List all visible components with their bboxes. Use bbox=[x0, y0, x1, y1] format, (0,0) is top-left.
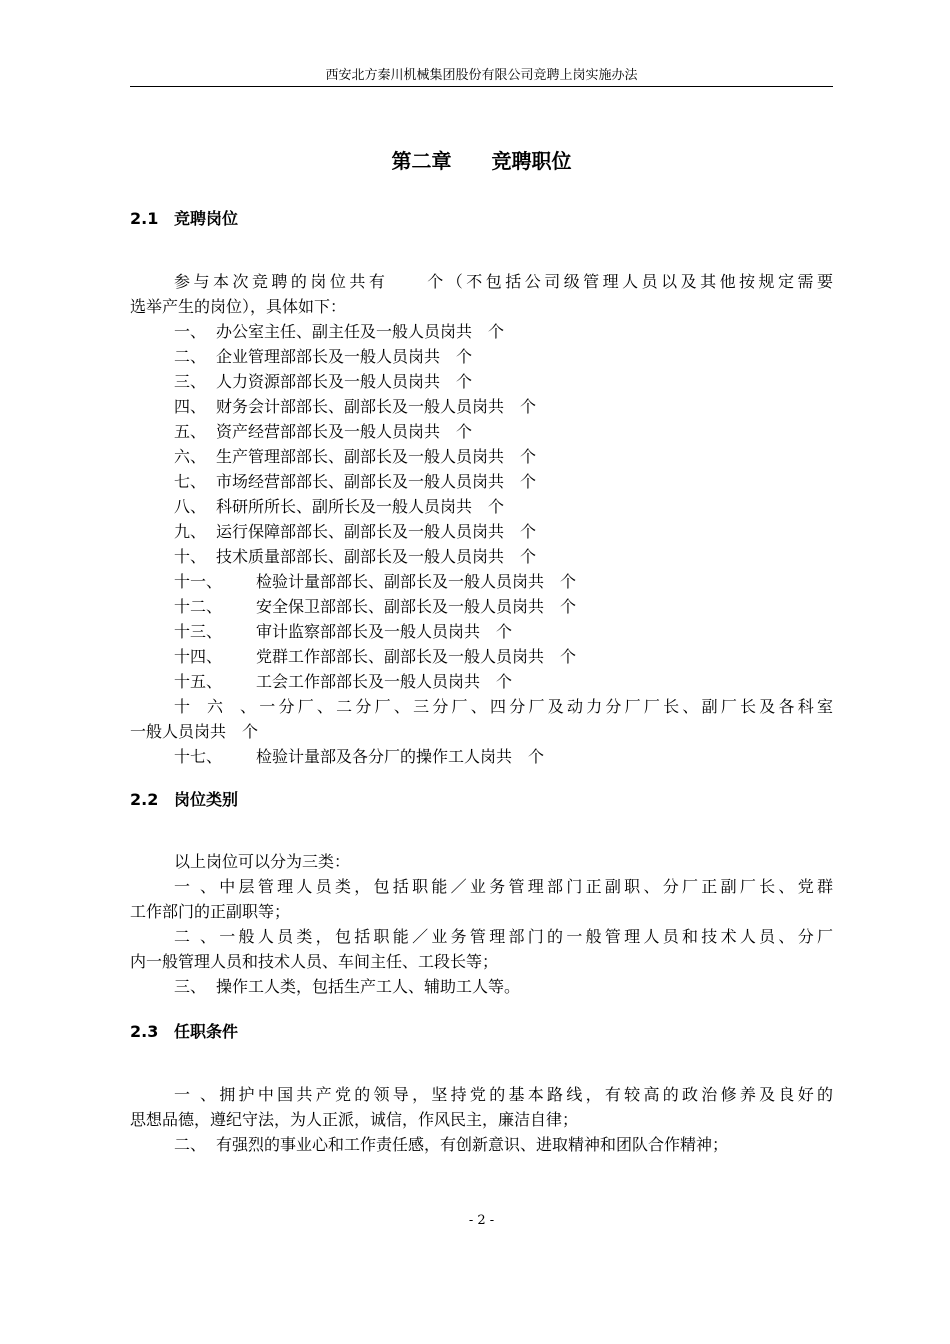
list-item: 六、 生产管理部部长、副部长及一般人员岗共 个 bbox=[174, 447, 537, 466]
list-item: 九、 运行保障部部长、副部长及一般人员岗共 个 bbox=[174, 522, 537, 541]
section-2-2-body bbox=[130, 849, 833, 999]
section-title: 任职条件 bbox=[174, 1022, 239, 1041]
header-rule bbox=[130, 86, 833, 87]
section-2-1-body bbox=[130, 269, 833, 769]
intro-line: 选举产生的岗位），具体如下： bbox=[130, 297, 347, 316]
list-item: 二、 企业管理部部长及一般人员岗共 个 bbox=[174, 347, 473, 366]
page-number: - 2 - bbox=[468, 1213, 495, 1228]
chapter-title bbox=[130, 146, 833, 176]
intro-line: 以上岗位可以分为三类： bbox=[174, 852, 351, 871]
section-number: 2.1 bbox=[130, 209, 159, 228]
list-item: 三、 人力资源部部长及一般人员岗共 个 bbox=[174, 372, 473, 391]
list-item: 三、 操作工人类，包括生产工人、辅助工人等。 bbox=[174, 977, 521, 996]
list-item: 一、中层管理人员类，包括职能／业务管理部门正副职、分厂正副厂长、党群 bbox=[174, 877, 833, 896]
list-item: 八、 科研所所长、副所长及一般人员岗共 个 bbox=[174, 497, 505, 516]
list-item: 十、 技术质量部部长、副部长及一般人员岗共 个 bbox=[174, 547, 537, 566]
list-item: 二、一般人员类，包括职能／业务管理部门的一般管理人员和技术人员、分厂 bbox=[174, 927, 833, 946]
list-item: 一、 办公室主任、副主任及一般人员岗共 个 bbox=[174, 322, 505, 341]
section-number: 2.2 bbox=[130, 790, 159, 809]
list-item: 十二、 安全保卫部部长、副部长及一般人员岗共 个 bbox=[174, 597, 577, 616]
list-item: 十六、一分厂、二分厂、三分厂、四分厂及动力分厂厂长、副厂长及各科室 bbox=[174, 697, 833, 716]
list-item: 十四、 党群工作部部长、副部长及一般人员岗共 个 bbox=[174, 647, 577, 666]
list-item-continuation: 一般人员岗共 个 bbox=[130, 722, 259, 741]
section-title: 竞聘岗位 bbox=[174, 209, 239, 228]
page-header: 西安北方秦川机械集团股份有限公司竞聘上岗实施办法 bbox=[325, 68, 638, 83]
list-item: 一、拥护中国共产党的领导，坚持党的基本路线，有较高的政治修养及良好的 bbox=[174, 1085, 833, 1104]
list-item: 十五、 工会工作部部长及一般人员岗共 个 bbox=[174, 672, 513, 691]
list-item-continuation: 内一般管理人员和技术人员、车间主任、工段长等； bbox=[130, 952, 499, 971]
chapter-number: 第二章 bbox=[391, 149, 452, 173]
list-item: 十一、 检验计量部部长、副部长及一般人员岗共 个 bbox=[174, 572, 577, 591]
list-item-continuation: 思想品德，遵纪守法，为人正派，诚信，作风民主，廉洁自律； bbox=[130, 1110, 579, 1129]
list-item: 十七、 检验计量部及各分厂的操作工人岗共 个 bbox=[174, 747, 545, 766]
section-number: 2.3 bbox=[130, 1022, 159, 1041]
list-item-continuation: 工作部门的正副职等； bbox=[130, 902, 291, 921]
list-item: 二、 有强烈的事业心和工作责任感，有创新意识、进取精神和团队合作精神； bbox=[174, 1135, 729, 1154]
section-heading-2-1 bbox=[130, 206, 833, 232]
list-item: 四、 财务会计部部长、副部长及一般人员岗共 个 bbox=[174, 397, 537, 416]
intro-line: 参与本次竞聘的岗位共有 个（不包括公司级管理人员以及其他按规定需要 bbox=[174, 272, 833, 291]
section-heading-2-3 bbox=[130, 1019, 833, 1045]
section-heading-2-2 bbox=[130, 787, 833, 813]
section-2-3-body bbox=[130, 1082, 833, 1157]
list-item: 七、 市场经营部部长、副部长及一般人员岗共 个 bbox=[174, 472, 537, 491]
list-item: 十三、 审计监察部部长及一般人员岗共 个 bbox=[174, 622, 513, 641]
chapter-name: 竞聘职位 bbox=[491, 149, 572, 173]
section-title: 岗位类别 bbox=[174, 790, 239, 809]
list-item: 五、 资产经营部部长及一般人员岗共 个 bbox=[174, 422, 473, 441]
